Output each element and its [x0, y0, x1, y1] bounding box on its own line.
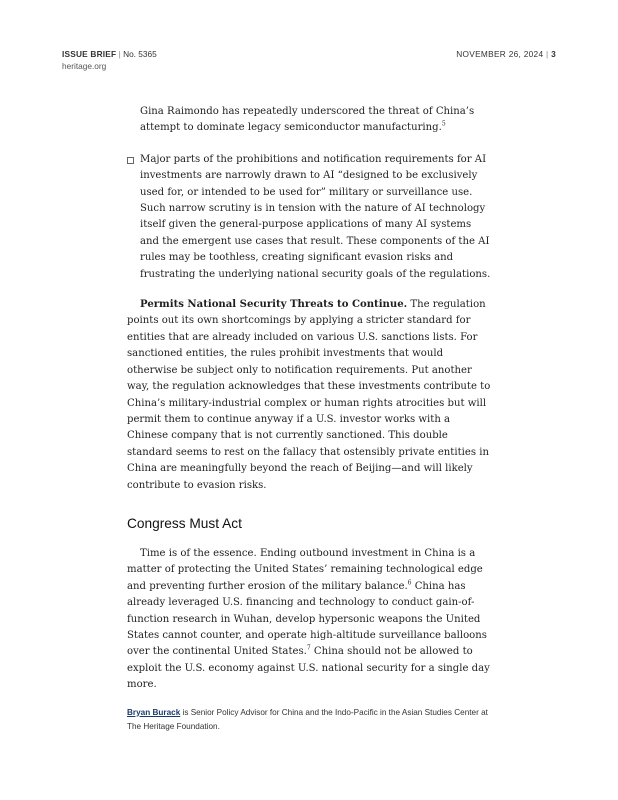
closing-paragraph	[127, 546, 491, 694]
header-separator-right: |	[546, 49, 549, 59]
publication-date: NOVEMBER 26, 2024	[456, 49, 544, 59]
bullet-item	[127, 152, 491, 283]
page-number: 3	[551, 49, 556, 59]
author-name-link[interactable]: Bryan Burack	[127, 707, 181, 717]
closing-text-3: China should not be allowed to exploit the U.S. economy against U.S. national security for a single day more.	[127, 646, 490, 691]
section-heading: Congress Must Act	[127, 515, 242, 531]
issue-brief-label: ISSUE BRIEF	[62, 49, 117, 59]
author-bio-text: is Senior Policy Advisor for China and the Indo-Pacific in the Asian Studies Center at The Heritage Foundation.	[127, 707, 488, 731]
permits-text: The regulation points out its own shortcomings by applying a stricter standard for entities that are already included on various U.S. sanctions lists. For sanctioned entities, the rules prohibit investments that would otherwise be subject only to notification requirements. Put another way, the regulation acknowledges that these investments contribute to China’s military-industrial complex or human rights atrocities but will permit them to continue anyway if a U.S. investor works with a Chinese company that is not currently sanctioned. This double standard seems to rest on the fallacy that ostensibly private entities in China are meaningfully beyond the reach of Beijing—and will likely contribute to evasion risks.	[127, 299, 491, 491]
footnote-5[interactable]: 5	[441, 121, 446, 129]
main-content	[127, 104, 491, 734]
closing-text-1: Time is of the essence. Ending outbound investment in China is a matter of protecting the United States’ remaining technological edge and preventing further erosion of the military balance.	[127, 547, 483, 592]
footnote-7[interactable]: 7	[306, 645, 311, 653]
footnote-6[interactable]: 6	[407, 579, 412, 587]
site-url: heritage.org	[62, 61, 107, 71]
permits-paragraph	[127, 297, 491, 494]
header-right	[456, 49, 556, 59]
issue-number: No. 5365	[123, 49, 157, 59]
closing-text-2: China has already leveraged U.S. financing and technology to conduct gain-of-function research in Wuhan, develop hypersonic weapons the United States cannot counter, and operate high-altitude surveillance balloons over the continental United States.	[127, 580, 487, 658]
header-separator: |	[118, 49, 121, 59]
continuation-text: Gina Raimondo has repeatedly underscored the threat of China’s attempt to dominate legacy semiconductor manufacturing.	[140, 106, 475, 134]
continuation-paragraph	[127, 104, 491, 137]
page-header	[62, 49, 556, 71]
bullet-text: Major parts of the prohibitions and notification requirements for AI investments are narrowly drawn to AI “designed to be exclusively used for, or intended to be used for” military or surveillance use. Such narrow scrutiny is in tension with the nature of AI technology itself given the general-purpose applications of many AI systems and the emergent use cases that result. These components of the AI rules may be toothless, creating significant evasion risks and frustrating the underlying national security goals of the regulations.	[140, 153, 491, 280]
permits-heading: Permits National Security Threats to Continue.	[140, 299, 408, 311]
author-bio	[127, 706, 491, 734]
square-bullet-icon	[127, 157, 134, 164]
